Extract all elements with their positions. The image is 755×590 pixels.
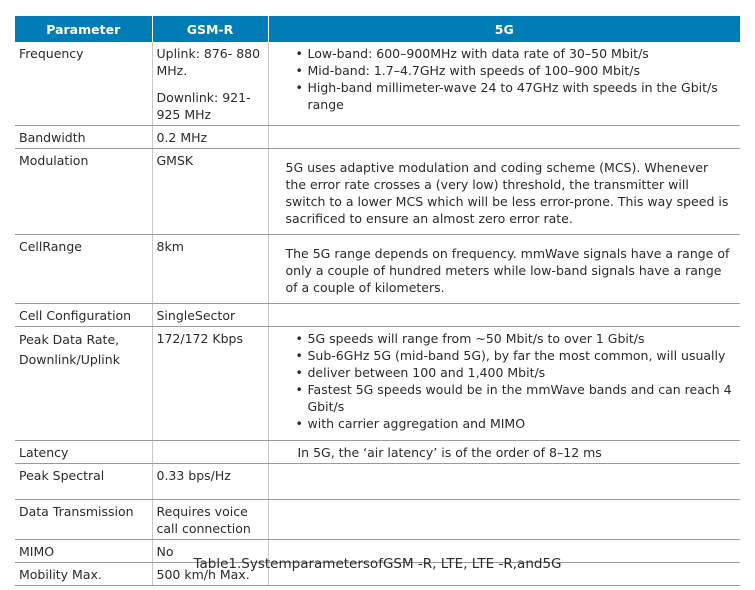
list-item: • Mid-band: 1.7–4.7GHz with speeds of 100–900 Mbit/s bbox=[298, 62, 738, 79]
gsmr-cell: 500 km/h Max. bbox=[152, 563, 268, 586]
param-cell: Peak Data Rate, Downlink/Uplink bbox=[15, 327, 152, 441]
table-row bbox=[15, 441, 740, 464]
fiveg-cell: The 5G range depends on frequency. mmWave signals have a range of only a couple of hundred meters while low-band signals have a range of a couple of kilometers. bbox=[268, 235, 740, 304]
fiveg-cell bbox=[268, 304, 740, 327]
gsmr-cell bbox=[152, 441, 268, 464]
table-row bbox=[15, 42, 740, 126]
table-header-row bbox=[15, 16, 740, 42]
fiveg-cell bbox=[268, 327, 740, 441]
gsmr-uplink: Uplink: 876- 880 MHz. bbox=[156, 46, 261, 78]
list-item: • with carrier aggregation and MIMO bbox=[298, 415, 738, 432]
table-row bbox=[15, 304, 740, 327]
param-cell: Peak Spectral bbox=[15, 464, 152, 500]
gsmr-cell: GMSK bbox=[152, 149, 268, 235]
gsmr-cell: 0.33 bps/Hz bbox=[152, 464, 268, 500]
gsmr-cell: 0.2 MHz bbox=[152, 126, 268, 149]
parameters-table-container bbox=[15, 16, 740, 586]
fiveg-cell bbox=[268, 500, 740, 540]
header-5g: 5G bbox=[268, 16, 740, 42]
param-cell: Latency bbox=[15, 441, 152, 464]
table-row bbox=[15, 500, 740, 540]
param-cell: Mobility Max. bbox=[15, 563, 152, 586]
table-row bbox=[15, 149, 740, 235]
system-parameters-table bbox=[15, 16, 740, 586]
table-row bbox=[15, 464, 740, 500]
gsmr-cell: No bbox=[152, 540, 268, 563]
list-item: • 5G speeds will range from ~50 Mbit/s to over 1 Gbit/s bbox=[298, 330, 738, 347]
param-cell: Frequency bbox=[15, 42, 152, 126]
gsmr-cell: Requires voice call connection bbox=[152, 500, 268, 540]
param-cell: Cell Configuration bbox=[15, 304, 152, 327]
bullet-list bbox=[286, 45, 738, 113]
param-cell: Bandwidth bbox=[15, 126, 152, 149]
fiveg-cell: 5G uses adaptive modulation and coding scheme (MCS). Whenever the error rate crosses a (very low) threshold, the transmitter will switch to a lower MCS which will be less error-prone. This way speed is sacrificed to ensure an almost zero error rate. bbox=[268, 149, 740, 235]
gsmr-cell: SingleSector bbox=[152, 304, 268, 327]
list-item: • deliver between 100 and 1,400 Mbit/s bbox=[298, 364, 738, 381]
header-parameter: Parameter bbox=[15, 16, 152, 42]
param-cell: Data Transmission bbox=[15, 500, 152, 540]
fiveg-cell bbox=[268, 42, 740, 126]
gsmr-cell bbox=[152, 42, 268, 126]
gsmr-cell: 172/172 Kbps bbox=[152, 327, 268, 441]
param-cell: CellRange bbox=[15, 235, 152, 304]
param-cell: MIMO bbox=[15, 540, 152, 563]
header-gsm-r: GSM-R bbox=[152, 16, 268, 42]
fiveg-cell: In 5G, the ‘air latency’ is of the order of 8–12 ms bbox=[268, 441, 740, 464]
gsmr-downlink: Downlink: 921- 925 MHz bbox=[156, 90, 251, 122]
param-cell: Modulation bbox=[15, 149, 152, 235]
gsmr-cell: 8km bbox=[152, 235, 268, 304]
table-row bbox=[15, 126, 740, 149]
table-row bbox=[15, 235, 740, 304]
list-item: • High-band millimeter-wave 24 to 47GHz with speeds in the Gbit/s range bbox=[298, 79, 738, 113]
table-caption: Table1.SystemparametersofGSM -R, LTE, LTE -R,and5G bbox=[193, 556, 562, 572]
list-item: • Fastest 5G speeds would be in the mmWave bands and can reach 4 Gbit/s bbox=[298, 381, 738, 415]
table-row bbox=[15, 327, 740, 441]
fiveg-cell bbox=[268, 126, 740, 149]
list-item: • Low-band: 600–900MHz with data rate of 30–50 Mbit/s bbox=[298, 45, 738, 62]
list-item: • Sub-6GHz 5G (mid-band 5G), by far the most common, will usually bbox=[298, 347, 738, 364]
fiveg-cell bbox=[268, 464, 740, 500]
bullet-list bbox=[286, 330, 738, 432]
